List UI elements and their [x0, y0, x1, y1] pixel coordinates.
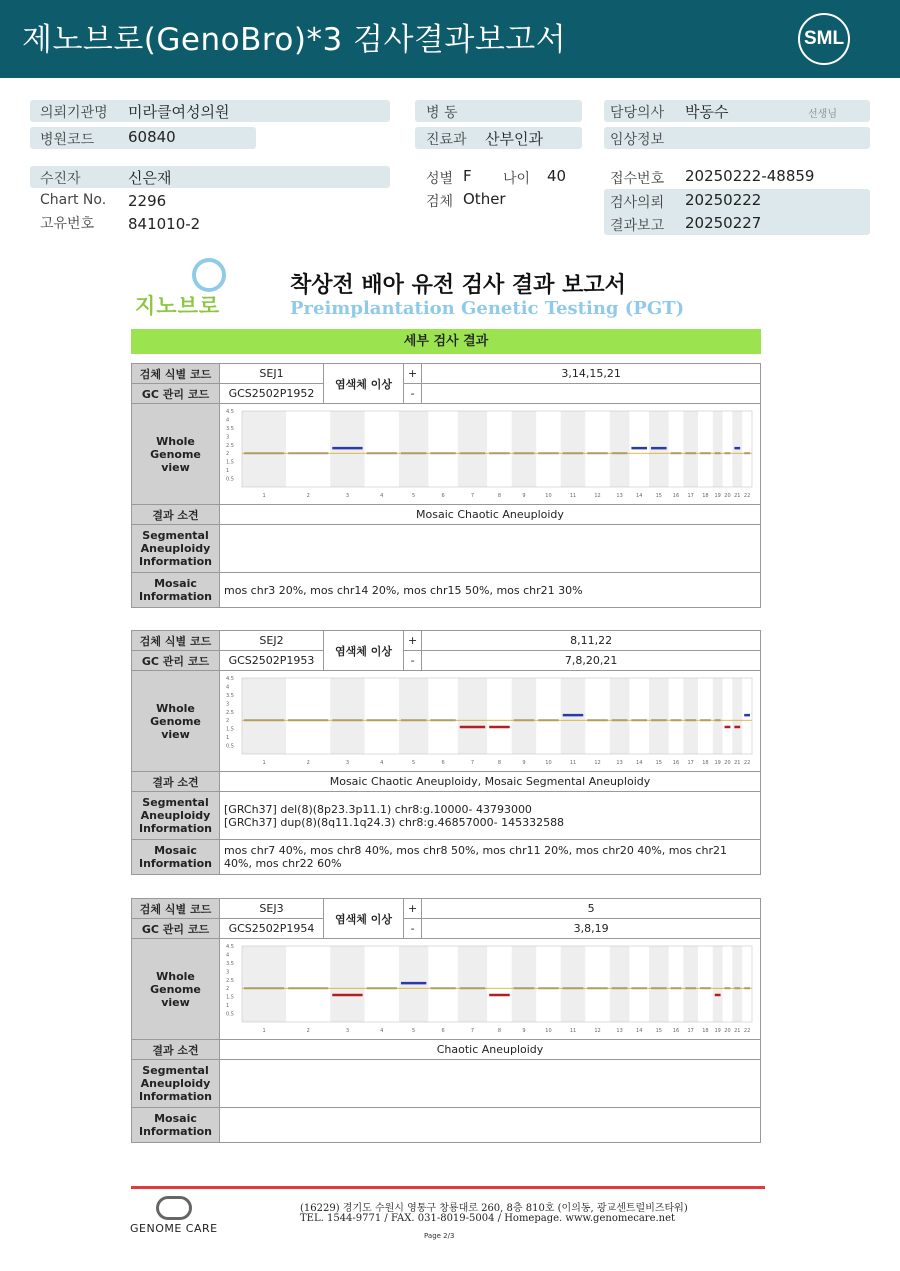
chromosome-band [561, 411, 586, 487]
segmental-value [220, 1060, 761, 1108]
sample-table-1 [131, 363, 761, 608]
chromosome-band [561, 946, 586, 1022]
x-tick-label: 1 [262, 760, 266, 766]
x-tick-label: 22 [743, 493, 751, 499]
clinical-label: 임상정보 [610, 132, 665, 148]
y-tick-label: 3.5 [226, 692, 234, 699]
x-tick-label: 8 [497, 493, 502, 499]
mosaic-value [220, 1108, 761, 1143]
plus-sign: + [404, 899, 422, 919]
x-tick-label: 20 [724, 760, 731, 766]
header-bar [0, 0, 900, 78]
y-tick-label: 4.5 [226, 676, 234, 682]
x-tick-label: 4 [380, 760, 384, 766]
dept-value: 산부인과 [485, 130, 543, 148]
x-tick-label: 12 [594, 493, 601, 499]
x-tick-label: 6 [441, 1028, 445, 1034]
doctor-value: 박동수 [685, 103, 729, 121]
y-tick-label: 2.5 [226, 977, 234, 984]
x-tick-label: 9 [522, 493, 526, 499]
chromosome-band [649, 946, 669, 1022]
mosaic-label: Mosaic Information [132, 840, 220, 875]
plus-sign: + [404, 631, 422, 651]
patient-value: 신은재 [128, 169, 172, 187]
x-tick-label: 19 [714, 1028, 721, 1034]
x-tick-label: 4 [380, 1028, 384, 1034]
x-tick-label: 16 [672, 760, 680, 766]
sample-code-label: 검체 식별 코드 [132, 899, 220, 919]
x-tick-label: 3 [345, 1028, 350, 1034]
x-tick-label: 2 [306, 1028, 310, 1034]
x-tick-label: 14 [636, 1028, 643, 1034]
x-tick-label: 16 [672, 1028, 680, 1034]
genome-plot [224, 940, 754, 1035]
chart-label: Chart No. [40, 192, 107, 208]
chromosome-band [330, 678, 364, 754]
y-tick-label: 1.5 [226, 726, 234, 733]
x-tick-label: 10 [545, 1028, 552, 1034]
footer-contact: TEL. 1544-9771 / FAX. 031-8019-5004 / Homepage. www.genomecare.net [300, 1213, 676, 1224]
y-tick-label: 3.5 [226, 960, 234, 967]
genome-plot [224, 405, 754, 500]
brand-name: 지노브로 [135, 294, 221, 318]
whole-genome-label: Whole Genome view [132, 671, 220, 772]
specimen-value: Other [463, 190, 506, 208]
x-tick-label: 12 [594, 760, 601, 766]
chromosome-band [610, 946, 630, 1022]
y-tick-label: 0.5 [226, 743, 234, 750]
y-tick-label: 1.5 [226, 459, 234, 466]
x-tick-label: 5 [412, 760, 416, 766]
segmental-value: [GRCh37] del(8)(8p23.3p11.1) chr8:g.10000- 43793000 [GRCh37] dup(8)(8q11.1q24.3) chr8:g.46857000- 145332588 [220, 792, 761, 840]
plot-frame [242, 411, 752, 487]
chromosome-band [512, 946, 537, 1022]
y-tick-label: 2 [226, 986, 230, 993]
x-tick-label: 20 [724, 493, 731, 499]
x-tick-label: 17 [687, 493, 694, 499]
x-tick-label: 17 [687, 760, 694, 766]
report-label: 결과보고 [610, 218, 665, 234]
chromosome-band [683, 411, 698, 487]
x-tick-label: 15 [655, 760, 663, 766]
sample-code-label: 검체 식별 코드 [132, 631, 220, 651]
plot-frame [242, 946, 752, 1022]
chr-abn-label: 염색체 이상 [324, 631, 404, 671]
x-tick-label: 1 [262, 493, 266, 499]
code-label: 병원코드 [40, 132, 95, 148]
result-label: 결과 소견 [132, 505, 220, 525]
y-tick-label: 1 [226, 735, 230, 742]
chromosome-band [399, 678, 428, 754]
x-tick-label: 1 [262, 1028, 266, 1034]
chromosome-band [512, 411, 537, 487]
chr-abn-label: 염색체 이상 [324, 364, 404, 404]
sample-id: SEJ1 [220, 364, 324, 384]
loss-value: 3,8,19 [422, 919, 761, 939]
x-tick-label: 13 [616, 760, 623, 766]
chromosome-band [458, 678, 487, 754]
gain-value: 3,14,15,21 [422, 364, 761, 384]
x-tick-label: 7 [470, 1028, 475, 1034]
loss-value: 7,8,20,21 [422, 651, 761, 671]
chromosome-band [242, 678, 286, 754]
age-label: 나이 [503, 171, 531, 187]
gain-value: 5 [422, 899, 761, 919]
chromosome-band [458, 946, 487, 1022]
whole-genome-label: Whole Genome view [132, 939, 220, 1040]
receipt-value: 20250222-48859 [685, 167, 815, 185]
x-tick-label: 2 [306, 760, 310, 766]
y-tick-label: 3 [226, 701, 230, 708]
y-tick-label: 1.5 [226, 994, 234, 1001]
mosaic-value: mos chr3 20%, mos chr14 20%, mos chr15 50%, mos chr21 30% [220, 573, 761, 608]
report-title: 제노브로(GenoBro)*3 검사결과보고서 [22, 22, 567, 58]
x-tick-label: 12 [594, 1028, 601, 1034]
segmental-label: Segmental Aneuploidy Information [132, 525, 220, 573]
gc-code: GCS2502P1953 [220, 651, 324, 671]
request-value: 20250222 [685, 191, 762, 209]
loss-value [422, 384, 761, 404]
x-tick-label: 18 [702, 493, 709, 499]
chromosome-band [683, 678, 698, 754]
x-tick-label: 7 [470, 493, 475, 499]
x-tick-label: 19 [714, 760, 721, 766]
x-tick-label: 13 [616, 493, 623, 499]
x-tick-label: 20 [724, 1028, 731, 1034]
chromosome-band [242, 946, 286, 1022]
segmental-label: Segmental Aneuploidy Information [132, 792, 220, 840]
y-tick-label: 3 [226, 434, 230, 441]
genome-plot [224, 672, 754, 767]
x-tick-label: 17 [687, 1028, 694, 1034]
hospital-value: 미라클여성의원 [128, 103, 230, 121]
pgt-subtitle: Preimplantation Genetic Testing (PGT) [290, 298, 685, 319]
y-tick-label: 3.5 [226, 425, 234, 432]
minus-sign: - [404, 651, 422, 671]
x-tick-label: 6 [441, 493, 445, 499]
age-value: 40 [547, 167, 567, 185]
footer-divider [131, 1186, 765, 1189]
x-tick-label: 5 [412, 493, 416, 499]
x-tick-label: 9 [522, 1028, 526, 1034]
x-tick-label: 15 [655, 493, 663, 499]
x-tick-label: 4 [380, 493, 384, 499]
y-tick-label: 3 [226, 969, 230, 976]
x-tick-label: 13 [616, 1028, 623, 1034]
x-tick-label: 16 [672, 493, 680, 499]
genome-plot-cell [220, 404, 761, 505]
x-tick-label: 14 [636, 760, 643, 766]
doctor-suffix: 선생님 [808, 109, 837, 120]
chromosome-band [242, 411, 286, 487]
plot-frame [242, 678, 752, 754]
mosaic-label: Mosaic Information [132, 1108, 220, 1143]
specimen-label: 검체 [426, 194, 454, 210]
y-tick-label: 0.5 [226, 476, 234, 483]
id-value: 841010-2 [128, 215, 201, 233]
x-tick-label: 14 [636, 493, 643, 499]
y-tick-label: 4.5 [226, 944, 234, 950]
gc-code: GCS2502P1954 [220, 919, 324, 939]
x-tick-label: 21 [734, 493, 741, 499]
result-value: Chaotic Aneuploidy [220, 1040, 761, 1060]
id-label: 고유번호 [40, 216, 95, 232]
y-tick-label: 2 [226, 718, 230, 725]
x-tick-label: 6 [441, 760, 445, 766]
x-tick-label: 11 [569, 493, 577, 499]
x-tick-label: 11 [569, 760, 577, 766]
sample-code-label: 검체 식별 코드 [132, 364, 220, 384]
y-tick-label: 4 [226, 417, 230, 424]
gc-code-label: GC 관리 코드 [132, 384, 220, 404]
sml-logo: SML [798, 13, 850, 65]
x-tick-label: 18 [702, 760, 709, 766]
y-tick-label: 4.5 [226, 409, 234, 415]
doctor-label: 담당의사 [610, 105, 665, 121]
whole-genome-label: Whole Genome view [132, 404, 220, 505]
report-value: 20250227 [685, 214, 762, 232]
x-tick-label: 9 [522, 760, 526, 766]
minus-sign: - [404, 384, 422, 404]
patient-row [30, 166, 390, 188]
x-tick-label: 15 [655, 1028, 663, 1034]
chromosome-band [713, 678, 723, 754]
gain-value: 8,11,22 [422, 631, 761, 651]
pgt-title: 착상전 배아 유전 검사 결과 보고서 [290, 273, 626, 298]
y-tick-label: 1 [226, 1003, 230, 1010]
chromosome-band [330, 946, 364, 1022]
gc-code-label: GC 관리 코드 [132, 651, 220, 671]
genobro-logo-icon [192, 258, 226, 292]
chromosome-band [458, 411, 487, 487]
mosaic-label: Mosaic Information [132, 573, 220, 608]
result-label: 결과 소견 [132, 772, 220, 792]
chromosome-band [399, 411, 428, 487]
sample-table-2 [131, 630, 761, 875]
y-tick-label: 2 [226, 451, 230, 458]
sample-id: SEJ2 [220, 631, 324, 651]
gc-code-label: GC 관리 코드 [132, 919, 220, 939]
segmental-value [220, 525, 761, 573]
dept-label: 진료과 [426, 132, 467, 148]
segmental-label: Segmental Aneuploidy Information [132, 1060, 220, 1108]
chromosome-band [512, 678, 537, 754]
plus-sign: + [404, 364, 422, 384]
chromosome-band [610, 678, 630, 754]
ward-label: 병 동 [426, 105, 458, 121]
mosaic-value: mos chr7 40%, mos chr8 40%, mos chr8 50%, mos chr11 20%, mos chr20 40%, mos chr21 40%, mos chr22 60% [220, 840, 761, 875]
sample-id: SEJ3 [220, 899, 324, 919]
genome-care-name: GENOME CARE [130, 1222, 218, 1235]
chromosome-band [732, 678, 742, 754]
result-value: Mosaic Chaotic Aneuploidy [220, 505, 761, 525]
y-tick-label: 1 [226, 468, 230, 475]
minus-sign: - [404, 919, 422, 939]
x-tick-label: 8 [497, 1028, 502, 1034]
genome-plot-cell [220, 939, 761, 1040]
y-tick-label: 2.5 [226, 709, 234, 716]
chromosome-band [713, 946, 723, 1022]
page-number: Page 2/3 [424, 1232, 455, 1240]
code-value: 60840 [128, 128, 176, 146]
sex-label: 성별 [426, 171, 454, 187]
y-tick-label: 0.5 [226, 1011, 234, 1018]
gc-code: GCS2502P1952 [220, 384, 324, 404]
y-tick-label: 2.5 [226, 442, 234, 449]
y-tick-label: 4 [226, 952, 230, 959]
receipt-label: 접수번호 [610, 171, 665, 187]
x-tick-label: 5 [412, 1028, 416, 1034]
x-tick-label: 3 [345, 493, 350, 499]
request-label: 검사의뢰 [610, 195, 665, 211]
x-tick-label: 7 [470, 760, 475, 766]
x-tick-label: 8 [497, 760, 502, 766]
x-tick-label: 10 [545, 493, 552, 499]
x-tick-label: 19 [714, 493, 721, 499]
x-tick-label: 10 [545, 760, 552, 766]
chr-abn-label: 염색체 이상 [324, 899, 404, 939]
hospital-label: 의뢰기관명 [40, 105, 108, 121]
x-tick-label: 3 [345, 760, 350, 766]
x-tick-label: 22 [743, 760, 751, 766]
sex-value: F [463, 167, 472, 185]
patient-label: 수진자 [40, 171, 81, 187]
x-tick-label: 11 [569, 1028, 577, 1034]
genome-care-logo-icon [156, 1196, 192, 1220]
chromosome-band [683, 946, 698, 1022]
chromosome-band [713, 411, 723, 487]
chromosome-band [732, 946, 742, 1022]
genome-plot-cell [220, 671, 761, 772]
chart-value: 2296 [128, 192, 167, 210]
result-value: Mosaic Chaotic Aneuploidy, Mosaic Segmental Aneuploidy [220, 772, 761, 792]
x-tick-label: 2 [306, 493, 310, 499]
x-tick-label: 21 [734, 1028, 741, 1034]
x-tick-label: 21 [734, 760, 741, 766]
chromosome-band [649, 678, 669, 754]
x-tick-label: 22 [743, 1028, 751, 1034]
section-bar: 세부 검사 결과 [131, 329, 761, 354]
y-tick-label: 4 [226, 684, 230, 691]
result-label: 결과 소견 [132, 1040, 220, 1060]
footer-address: (16229) 경기도 수원시 영통구 창룡대로 260, 8층 810호 (이의동, 광교센트럴비즈타워) [300, 1203, 688, 1214]
chromosome-band [610, 411, 630, 487]
sample-table-3 [131, 898, 761, 1143]
x-tick-label: 18 [702, 1028, 709, 1034]
